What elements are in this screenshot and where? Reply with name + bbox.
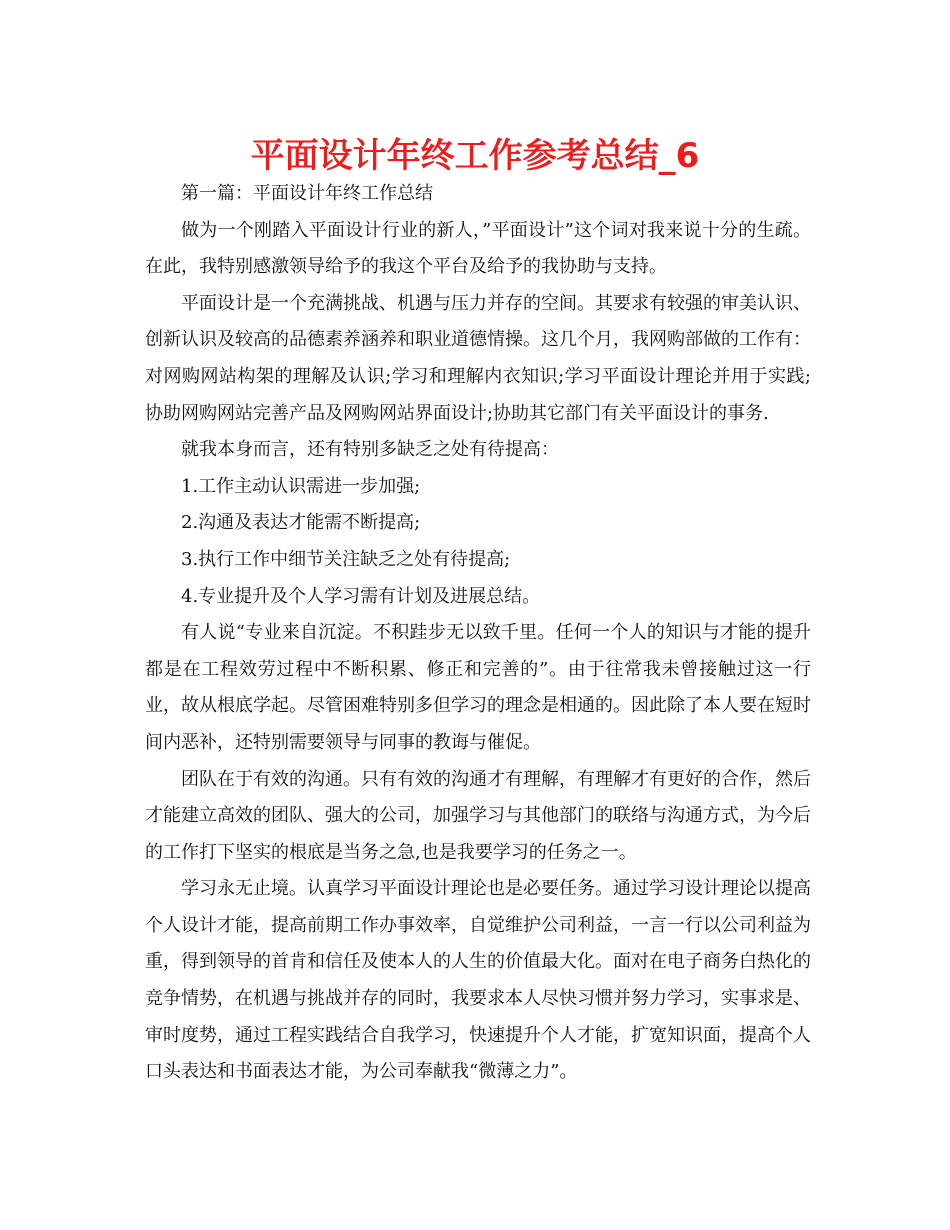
paragraph: 平面设计是一个充满挑战、机遇与压力并存的空间。其要求有较强的审美认识、创新认识及较高的品德素养涵养和职业道德情操。这几个月，我网购部做的工作有：对网购网站构架的理解及认识;学习和理解内衣知识;学习平面设计理论并用于实践;协助网购网站完善产品及网购网站界面设计;协助其它部门有关平面设计的事务.	[145, 292, 811, 424]
paragraph: 做为一个刚踏入平面设计行业的新人，”平面设计”这个词对我来说十分的生疏。在此，我特别感激领导给予的我这个平台及给予的我协助与支持。	[145, 219, 811, 278]
list-item: 3.执行工作中细节关注缺乏之处有待提高;	[181, 548, 511, 570]
paragraph: 就我本身而言，还有特别多缺乏之处有待提高：	[181, 439, 559, 461]
document-body	[145, 176, 811, 1091]
paragraph: 团队在于有效的沟通。只有有效的沟通才有理解，有理解才有更好的合作，然后才能建立高效的团队、强大的公司，加强学习与其他部门的联络与沟通方式，为今后的工作打下坚实的根底是当务之急,也是我要学习的任务之一。	[145, 768, 811, 863]
paragraph: 学习永无止境。认真学习平面设计理论也是必要任务。通过学习设计理论以提高个人设计才能，提高前期工作办事效率，自觉维护公司利益，一言一行以公司利益为重，得到领导的首肯和信任及使本人的人生的价值最大化。面对在电子商务白热化的竞争情势，在机遇与挑战并存的同时，我要求本人尽快习惯并努力学习，实事求是、审时度势，通过工程实践结合自我学习，快速提升个人才能，扩宽知识面，提高个人口头表达和书面表达才能，为公司奉献我“微薄之力”。	[145, 878, 811, 1083]
paragraph: 有人说“专业来自沉淀。不积跬步无以致千里。任何一个人的知识与才能的提升都是在工程效劳过程中不断积累、修正和完善的”。由于往常我未曾接触过这一行业，故从根底学起。尽管困难特别多但学习的理念是相通的。因此除了本人要在短时间内恶补，还特别需要领导与同事的教诲与催促。	[145, 622, 811, 753]
list-item: 4.专业提升及个人学习需有计划及进展总结。	[181, 585, 541, 607]
section-heading: 第一篇：平面设计年终工作总结	[181, 183, 433, 204]
list-item: 1.工作主动认识需进一步加强;	[181, 475, 421, 497]
list-item: 2.沟通及表达才能需不断提高;	[181, 512, 421, 534]
document-title: 平面设计年终工作参考总结_6	[250, 136, 700, 176]
